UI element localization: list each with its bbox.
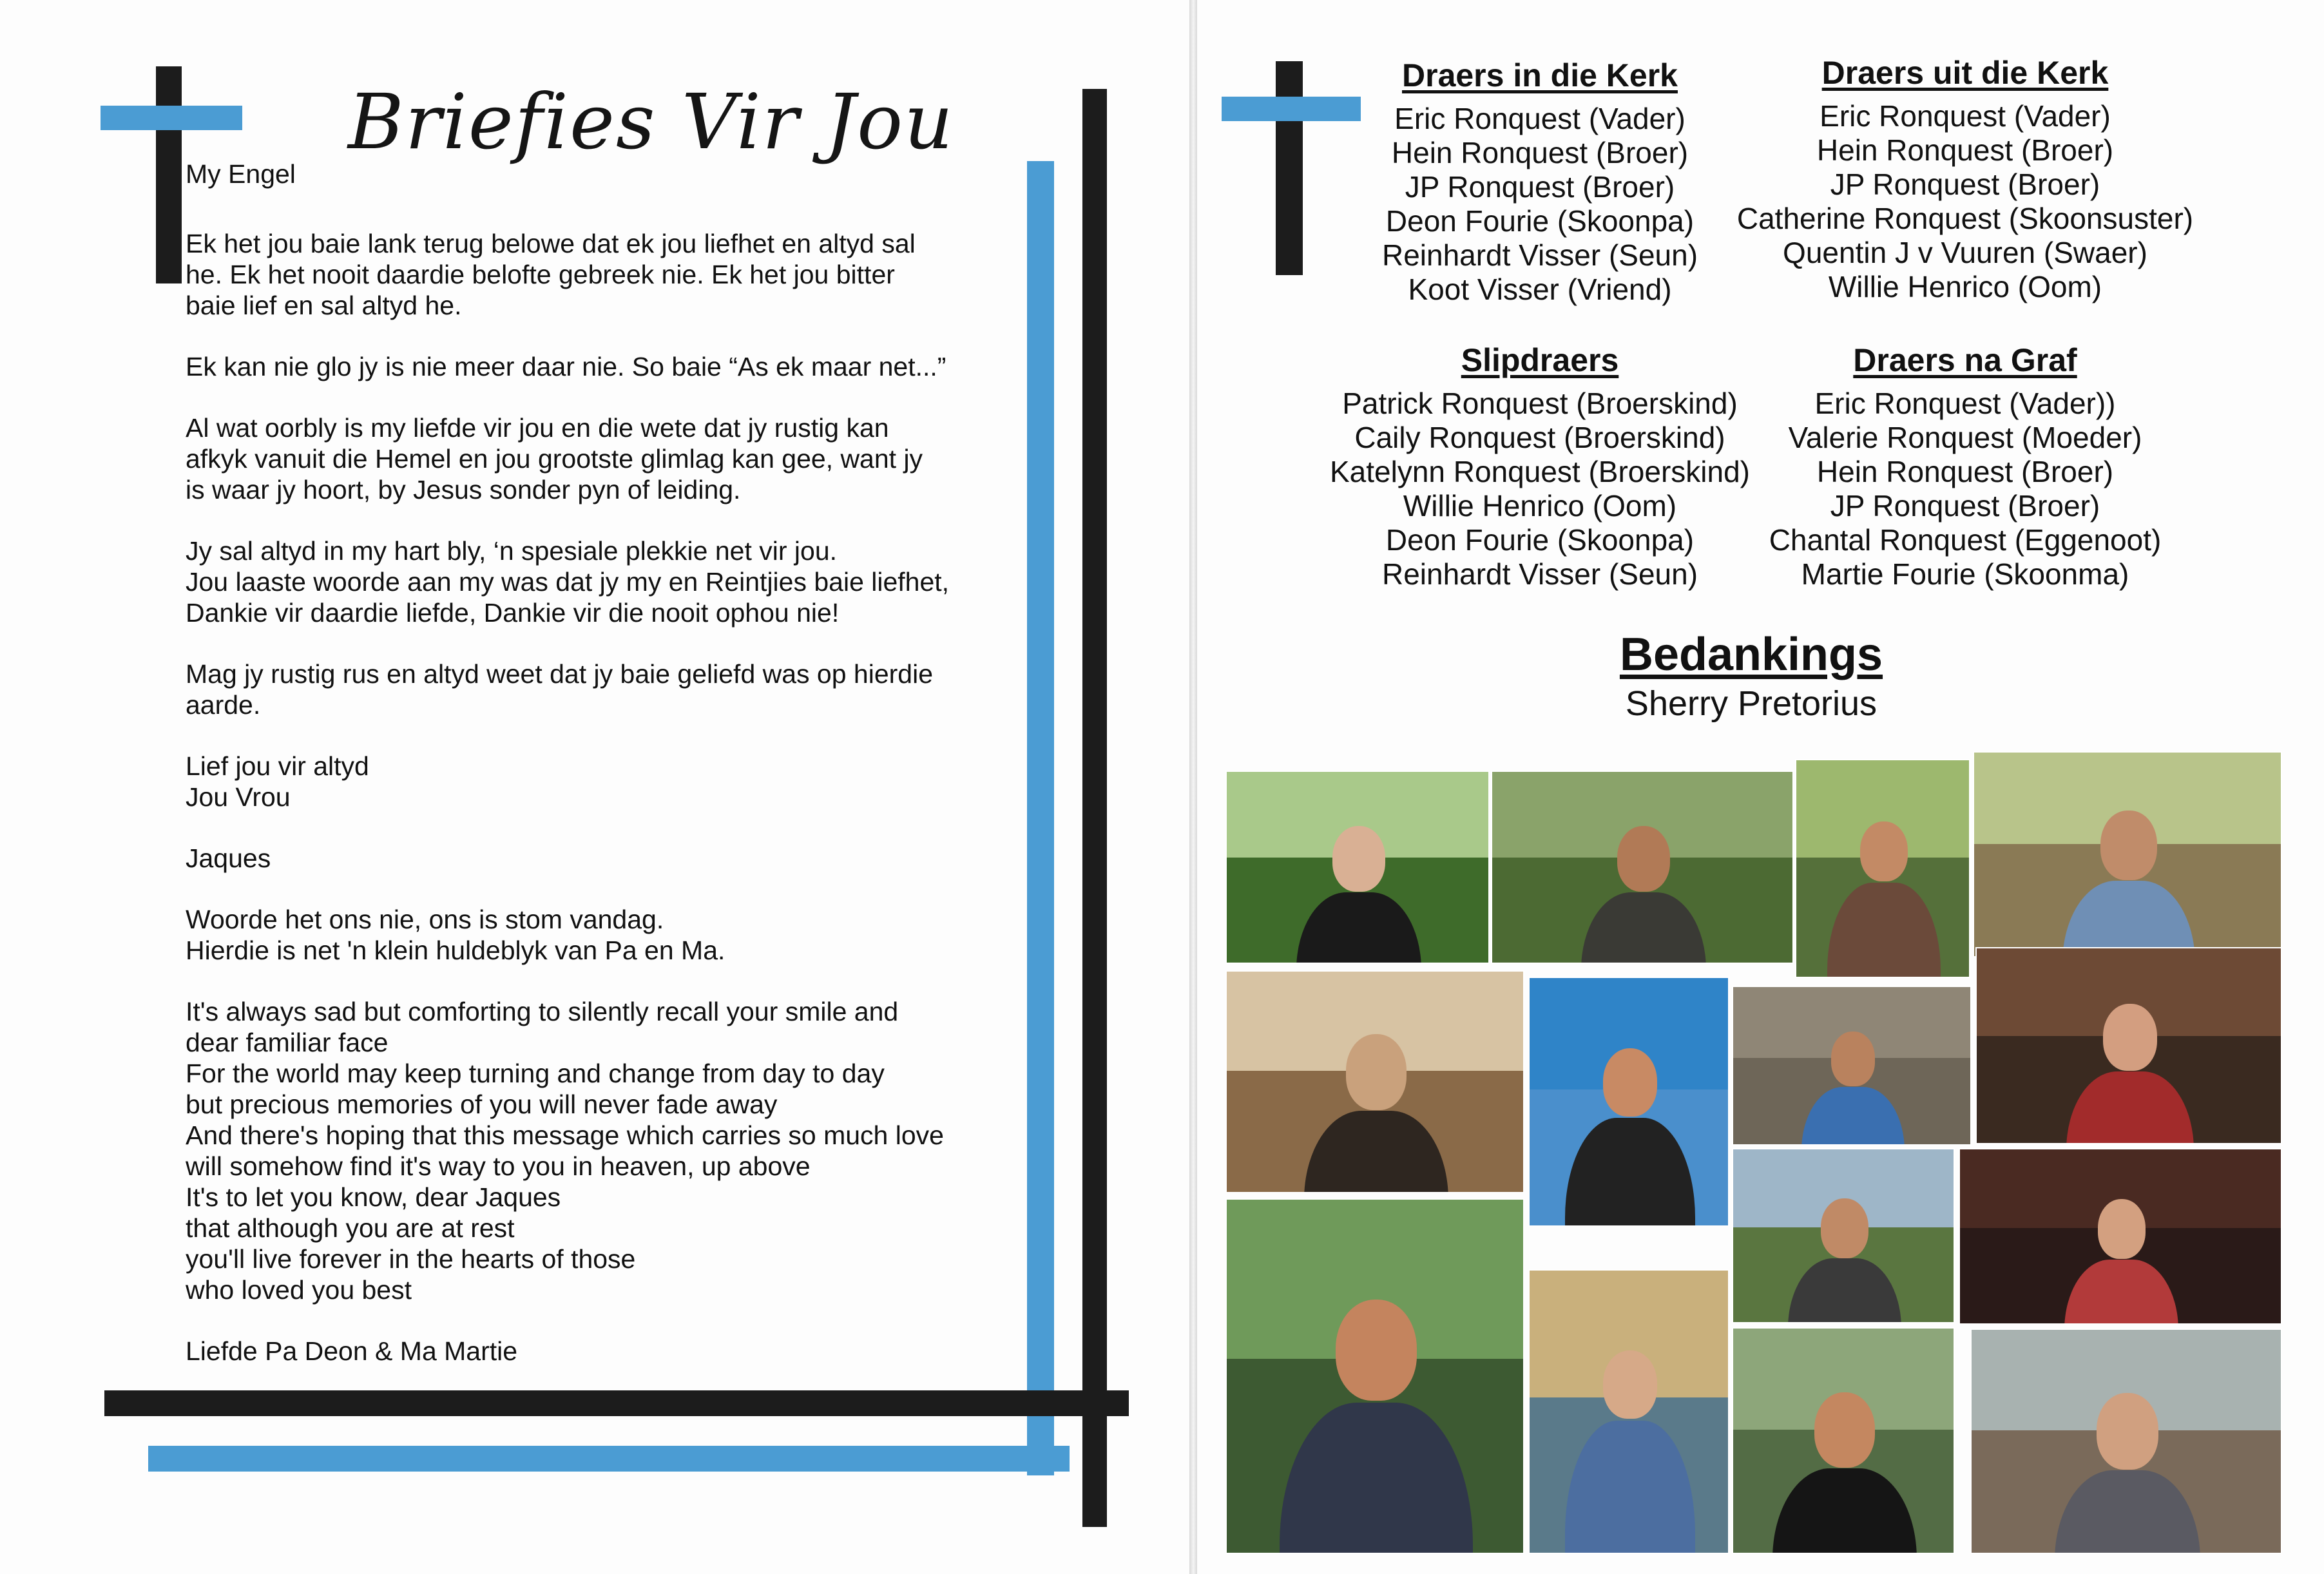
photo-man-portrait-smile — [1225, 1198, 1524, 1554]
name-line: Chantal Ronquest (Eggenoot) — [1769, 523, 2162, 557]
frame-bottom-blue-bar — [148, 1446, 1070, 1472]
text-line: Al wat oorbly is my liefde vir jou en die wete dat jy rustig kan — [186, 413, 889, 443]
cross-horizontal-bar — [101, 106, 242, 130]
page-title: Briefies Vir Jou — [348, 77, 955, 166]
photo-family-group-indoor — [1959, 1148, 2282, 1325]
poem-line: that although you are at rest — [186, 1213, 515, 1243]
group-heading: Slipdraers — [1461, 342, 1619, 378]
text-line: Dankie vir daardie liefde, Dankie vir die nooit ophou nie! — [186, 598, 840, 628]
photo-wedding-group — [1225, 771, 1490, 964]
group-slipdraers — [1308, 341, 1772, 591]
photo-man-cap-car — [1732, 1148, 1955, 1323]
poem-line: And there's hoping that this message which carries so much love — [186, 1120, 944, 1150]
text-line: Ek het jou baie lank terug belowe dat ek jou liefhet en altyd sal — [186, 229, 916, 258]
name-line: Martie Fourie (Skoonma) — [1801, 557, 2129, 591]
poem-line: but precious memories of you will never fade away — [186, 1089, 778, 1119]
cross-vertical-bar-right — [1276, 61, 1303, 275]
person-head — [1603, 1350, 1658, 1419]
name-line: JP Ronquest (Broer) — [1830, 489, 2100, 523]
poem-line: It's always sad but comforting to silently recall your smile and — [186, 997, 899, 1026]
person-head — [1821, 1198, 1868, 1258]
name-line: Eric Ronquest (Vader) — [1394, 102, 1685, 135]
photo-two-men-rocks — [1732, 986, 1972, 1146]
person-head — [2098, 1199, 2146, 1259]
text-line: Woorde het ons nie, ons is stom vandag. — [186, 905, 664, 934]
text-line: Hierdie is net 'n klein huldeblyk van Pa en Ma. — [186, 936, 725, 965]
poem-line: For the world may keep turning and change from day to day — [186, 1059, 885, 1088]
photo-man-outdoors-smiling — [1491, 771, 1794, 964]
name-line: JP Ronquest (Broer) — [1405, 170, 1675, 204]
text-line: Ek kan nie glo jy is nie meer daar nie. So baie “As ek maar net...” — [186, 352, 946, 381]
person-head — [1831, 1032, 1874, 1086]
photo-man-cap-brown-shirt — [1795, 759, 1970, 978]
name-line: Hein Ronquest (Broer) — [1816, 133, 2114, 167]
name-line: Hein Ronquest (Broer) — [1391, 136, 1689, 169]
text-line: he. Ek het nooit daardie belofte gebreek nie. Ek het jou bitter — [186, 260, 895, 289]
text-line: Mag jy rustig rus en altyd weet dat jy baie geliefd was op hierdie — [186, 659, 934, 689]
name-line: Eric Ronquest (Vader) — [1820, 99, 2111, 133]
name-line: Reinhardt Visser (Seun) — [1381, 238, 1698, 272]
closing-signature: Liefde Pa Deon & Ma Martie — [186, 1336, 518, 1366]
name-line: Catherine Ronquest (Skoonsuster) — [1736, 202, 2194, 235]
text-line: Jou laaste woorde aan my was dat jy my en Reintjies baie liefhet, — [186, 567, 950, 597]
text-line: Jou Vrou — [186, 782, 291, 812]
poem-line: It's to let you know, dear Jaques — [186, 1182, 561, 1212]
cross-vertical-bar — [156, 66, 182, 283]
text-line: Lief jou vir altyd — [186, 751, 369, 781]
name-line: Deon Fourie (Skoonpa) — [1385, 523, 1695, 557]
thanks-name: Sherry Pretorius — [1625, 684, 1877, 723]
photo-family-vintage — [1528, 1269, 1729, 1554]
group-draers-na-graf — [1740, 341, 2191, 591]
name-line: JP Ronquest (Broer) — [1830, 168, 2100, 201]
thanks-section — [1609, 628, 1893, 724]
person-head — [1332, 826, 1385, 892]
name-line: Willie Henrico (Oom) — [1403, 489, 1677, 523]
person-head — [1814, 1392, 1875, 1468]
thanks-heading: Bedankings — [1619, 629, 1883, 680]
poem-line: who loved you best — [186, 1275, 412, 1305]
poem-line: you'll live forever in the hearts of those — [186, 1244, 636, 1274]
name-line: Valerie Ronquest (Moeder) — [1788, 421, 2142, 454]
text-line: Jy sal altyd in my hart bly, ‘n spesiale plekkie net vir jou. — [186, 536, 838, 566]
memorial-letter — [186, 158, 1042, 1397]
name-line: Eric Ronquest (Vader)) — [1814, 387, 2116, 420]
name-line: Reinhardt Visser (Seun) — [1381, 557, 1698, 591]
photo-sunglasses-sky — [1528, 977, 1729, 1227]
photo-sepia-three-men — [1225, 970, 1524, 1193]
name-line: Willie Henrico (Oom) — [1828, 270, 2102, 303]
photo-couple-portrait — [1975, 947, 2282, 1144]
text-line: is waar jy hoort, by Jesus sonder pyn of leiding. — [186, 475, 741, 504]
text-line: afkyk vanuit die Hemel en jou grootste glimlag kan gee, want jy — [186, 444, 923, 474]
name-line: Patrick Ronquest (Broerskind) — [1342, 387, 1738, 420]
photo-man-sleeping — [1970, 1329, 2282, 1554]
person-head — [2103, 1004, 2156, 1071]
group-draers-uit-die-kerk — [1714, 54, 2216, 304]
name-line: Koot Visser (Vriend) — [1408, 273, 1672, 306]
name-line: Hein Ronquest (Broer) — [1816, 455, 2114, 488]
photo-three-men-cap — [1973, 751, 2282, 957]
group-draers-in-die-kerk — [1340, 57, 1740, 307]
poem-line: dear familiar face — [186, 1028, 389, 1057]
group-heading: Draers in die Kerk — [1402, 57, 1678, 93]
signature-name: Jaques — [186, 843, 271, 873]
frame-right-black-bar — [1082, 89, 1107, 1527]
group-heading: Draers uit die Kerk — [1821, 55, 2109, 91]
name-line: Caily Ronquest (Broerskind) — [1354, 421, 1725, 454]
person-head — [1860, 821, 1908, 881]
person-head — [2100, 811, 2156, 881]
name-line: Quentin J v Vuuren (Swaer) — [1783, 236, 2147, 269]
person-head — [2097, 1393, 2158, 1470]
poem-line: will somehow find it's way to you in heaven, up above — [186, 1151, 811, 1181]
text-line: aarde. — [186, 690, 261, 720]
person-head — [1346, 1034, 1407, 1110]
greeting: My Engel — [186, 159, 296, 189]
group-heading: Draers na Graf — [1853, 342, 2077, 378]
name-line: Deon Fourie (Skoonpa) — [1385, 204, 1695, 238]
person-head — [1617, 826, 1670, 892]
name-line: Katelynn Ronquest (Broerskind) — [1330, 455, 1750, 488]
person-head — [1603, 1048, 1658, 1117]
person-head — [1336, 1300, 1417, 1401]
text-line: baie lief en sal altyd he. — [186, 291, 462, 320]
photo-man-black-tshirt — [1732, 1327, 1955, 1554]
